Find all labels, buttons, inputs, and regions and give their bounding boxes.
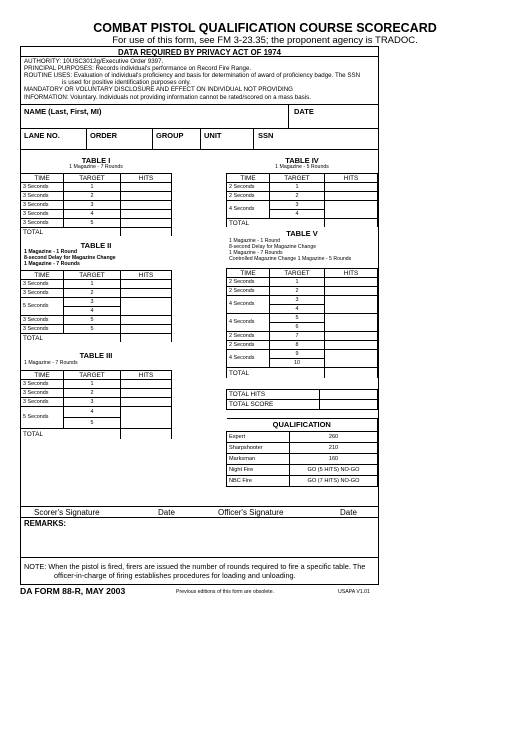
hits-cell[interactable] — [325, 201, 378, 219]
hits-cell[interactable] — [325, 287, 378, 296]
table3-grid — [20, 370, 172, 439]
form-subtitle: For use of this form, see FM 3-23.35; the proponent agency is TRADOC. — [112, 35, 418, 46]
privacy-purposes: PRINCIPAL PURPOSES: Records individual's performance on Record Fire Range. — [24, 65, 252, 72]
table5-grid — [226, 268, 378, 378]
qualification-label: Expert — [227, 432, 290, 443]
table-row — [21, 201, 172, 210]
hits-cell[interactable] — [121, 210, 172, 219]
hits-cell[interactable] — [325, 314, 378, 332]
total-label: TOTAL — [21, 429, 121, 440]
divider — [20, 557, 379, 558]
qualification-value[interactable]: GO (5 HITS) NO-GO — [290, 465, 378, 476]
target-cell: 7 — [270, 332, 325, 341]
privacy-heading: DATA REQUIRED BY PRIVACY ACT OF 1974 — [118, 48, 281, 57]
target-cell: 5 — [64, 325, 121, 334]
col-target: TARGET — [270, 174, 325, 183]
divider — [20, 56, 379, 57]
table-row — [21, 219, 172, 228]
col-target: TARGET — [64, 371, 121, 380]
col-target: TARGET — [64, 174, 121, 183]
table-total-row — [21, 429, 172, 440]
table5-subtitle-4: Controlled Magazine Change 1 Magazine - 5 Rounds — [229, 256, 352, 262]
total-label: TOTAL — [227, 219, 325, 228]
table1-title: TABLE I — [81, 156, 111, 165]
total-cell[interactable] — [325, 368, 378, 379]
target-cell: 10 — [270, 359, 325, 368]
qualification-row — [227, 465, 378, 476]
total-label: TOTAL — [227, 368, 325, 379]
time-cell: 3 Seconds — [21, 219, 64, 228]
order-field-label[interactable]: ORDER — [90, 131, 118, 140]
table-row — [227, 341, 378, 350]
table-row — [227, 350, 378, 359]
table3-subtitle: 1 Magazine - 7 Rounds — [24, 360, 78, 366]
total-cell[interactable] — [121, 228, 172, 237]
time-cell: 3 Seconds — [21, 280, 64, 289]
table-row — [21, 380, 172, 389]
total-hits-cell[interactable] — [320, 390, 378, 400]
target-cell: 4 — [64, 307, 121, 316]
qualification-label: Sharpshooter — [227, 443, 290, 454]
note-line-2: officer-in-charge of firing establishes procedures for loading and unloading. — [54, 571, 296, 580]
qualification-row — [227, 443, 378, 454]
target-cell: 2 — [270, 287, 325, 296]
qualification-label: NBC Fire — [227, 476, 290, 487]
divider — [20, 506, 379, 507]
divider — [253, 128, 254, 149]
date-field-label[interactable]: DATE — [294, 107, 314, 116]
target-cell: 3 — [64, 201, 121, 210]
hits-cell[interactable] — [121, 398, 172, 407]
table-row — [21, 398, 172, 407]
unit-field-label[interactable]: UNIT — [204, 131, 222, 140]
time-cell: 2 Seconds — [227, 332, 270, 341]
target-cell: 1 — [64, 183, 121, 192]
hits-cell[interactable] — [121, 380, 172, 389]
hits-cell[interactable] — [325, 296, 378, 314]
target-cell: 3 — [270, 296, 325, 305]
table-row — [227, 332, 378, 341]
time-cell: 4 Seconds — [227, 201, 270, 219]
table-row — [21, 289, 172, 298]
target-cell: 5 — [64, 418, 121, 429]
col-target: TARGET — [64, 271, 121, 280]
target-cell: 5 — [64, 316, 121, 325]
table1-subtitle: 1 Magazine - 7 Rounds — [69, 164, 123, 170]
hits-cell[interactable] — [121, 219, 172, 228]
time-cell: 3 Seconds — [21, 316, 64, 325]
officer-signature-label[interactable]: Officer's Signature — [218, 508, 284, 517]
time-cell: 3 Seconds — [21, 201, 64, 210]
table5-subtitle-3: 1 Magazine - 7 Rounds — [229, 250, 283, 256]
total-hits-label: TOTAL HITS — [227, 390, 320, 400]
time-cell: 2 Seconds — [227, 183, 270, 192]
table-row — [21, 298, 172, 307]
target-cell: 8 — [270, 341, 325, 350]
table4-title: TABLE IV — [285, 156, 319, 165]
time-cell: 3 Seconds — [21, 325, 64, 334]
version-label: USAPA V1.01 — [338, 589, 370, 595]
qualification-row — [227, 432, 378, 443]
time-cell: 2 Seconds — [227, 341, 270, 350]
table-row — [21, 325, 172, 334]
col-time: TIME — [21, 174, 64, 183]
col-hits: HITS — [121, 271, 172, 280]
table-total-row — [21, 228, 172, 237]
table-total-row — [21, 334, 172, 343]
target-cell: 2 — [64, 192, 121, 201]
previous-editions-note: Previous editions of this form are obsolete. — [176, 589, 275, 595]
time-cell: 3 Seconds — [21, 183, 64, 192]
hits-cell[interactable] — [325, 350, 378, 368]
scorer-date-label[interactable]: Date — [158, 508, 175, 517]
name-field-label[interactable]: NAME (Last, First, MI) — [24, 107, 102, 116]
hits-cell[interactable] — [121, 407, 172, 429]
form-title: COMBAT PISTOL QUALIFICATION COURSE SCORECARD — [93, 21, 437, 35]
qualification-label: Night Fire — [227, 465, 290, 476]
col-target: TARGET — [270, 269, 325, 278]
hits-cell[interactable] — [325, 192, 378, 201]
total-cell[interactable] — [325, 219, 378, 228]
table-row — [227, 278, 378, 287]
target-cell: 6 — [270, 323, 325, 332]
total-label: TOTAL — [21, 228, 121, 237]
privacy-routine-uses-cont: is used for positive identification purposes only. — [62, 79, 191, 86]
col-time: TIME — [227, 269, 270, 278]
target-cell: 2 — [270, 192, 325, 201]
divider — [20, 104, 379, 105]
privacy-authority: AUTHORITY: 10USC3012g/Executive Order 9397. — [24, 58, 164, 65]
table-row — [227, 201, 378, 210]
hits-cell[interactable] — [121, 289, 172, 298]
col-hits: HITS — [121, 371, 172, 380]
table-row — [227, 314, 378, 323]
hits-cell[interactable] — [121, 298, 172, 316]
col-hits: HITS — [325, 269, 378, 278]
table2-subtitle-2: 8-second Delay for Magazine Change — [24, 255, 116, 261]
table3-title: TABLE III — [79, 351, 113, 360]
total-score-cell[interactable] — [320, 400, 378, 410]
table4-subtitle: 1 Magazine - 5 Rounds — [275, 164, 329, 170]
time-cell: 2 Seconds — [227, 287, 270, 296]
divider — [288, 104, 289, 128]
table-row — [21, 210, 172, 219]
hits-cell[interactable] — [325, 341, 378, 350]
privacy-disclosure: MANDATORY OR VOLUNTARY DISCLOSURE AND EFFECT ON INDIVIDUAL NOT PROVIDING — [24, 86, 293, 93]
divider — [152, 128, 153, 149]
group-field-label[interactable]: GROUP — [156, 131, 184, 140]
time-cell: 3 Seconds — [21, 389, 64, 398]
qualification-grid — [226, 418, 378, 487]
target-cell: 5 — [270, 314, 325, 323]
hits-cell[interactable] — [121, 325, 172, 334]
scorer-signature-label[interactable]: Scorer's Signature — [34, 508, 100, 517]
time-cell: 3 Seconds — [21, 210, 64, 219]
col-time: TIME — [21, 371, 64, 380]
hits-cell[interactable] — [325, 278, 378, 287]
time-cell: 4 Seconds — [227, 296, 270, 314]
table1-grid — [20, 173, 172, 236]
ssn-field-label[interactable]: SSN — [258, 131, 274, 140]
target-cell: 4 — [270, 305, 325, 314]
table-row — [21, 192, 172, 201]
target-cell: 4 — [64, 407, 121, 418]
hits-cell[interactable] — [121, 192, 172, 201]
table-row — [21, 389, 172, 398]
hits-cell[interactable] — [325, 183, 378, 192]
hits-cell[interactable] — [121, 389, 172, 398]
divider — [86, 128, 87, 149]
target-cell: 3 — [270, 201, 325, 210]
qualification-row — [227, 476, 378, 487]
total-label: TOTAL — [21, 334, 121, 343]
table-row — [227, 287, 378, 296]
target-cell: 4 — [270, 210, 325, 219]
qualification-value: 210 — [290, 443, 378, 454]
lane-field-label[interactable]: LANE NO. — [24, 131, 60, 140]
privacy-information: INFORMATION: Voluntary. Individuals not providing information cannot be rated/scored on a mass basis. — [24, 94, 311, 101]
time-cell: 4 Seconds — [227, 350, 270, 368]
note-line-1: NOTE: When the pistol is fired, firers are issued the number of rounds required to fire a specific table. The — [24, 562, 366, 571]
divider — [20, 149, 379, 150]
table-row — [21, 183, 172, 192]
totals-grid — [226, 389, 378, 410]
hits-cell[interactable] — [325, 332, 378, 341]
time-cell: 3 Seconds — [21, 380, 64, 389]
table2-subtitle-1: 1 Magazine - 1 Round — [24, 249, 78, 255]
time-cell: 5 Seconds — [21, 407, 64, 429]
target-cell: 1 — [270, 183, 325, 192]
col-hits: HITS — [121, 174, 172, 183]
divider — [20, 517, 379, 518]
time-cell: 3 Seconds — [21, 289, 64, 298]
target-cell: 2 — [64, 389, 121, 398]
officer-date-label[interactable]: Date — [340, 508, 357, 517]
table5-subtitle-1: 1 Magazine - 1 Round — [229, 238, 281, 244]
table-row — [21, 280, 172, 289]
table-row — [227, 296, 378, 305]
table5-title: TABLE V — [286, 229, 318, 238]
time-cell: 5 Seconds — [21, 298, 64, 316]
table2-title: TABLE II — [80, 241, 112, 250]
time-cell: 2 Seconds — [227, 192, 270, 201]
table2-grid — [20, 270, 172, 342]
table2-subtitle-3: 1 Magazine - 7 Rounds — [24, 261, 80, 267]
target-cell: 1 — [270, 278, 325, 287]
col-time: TIME — [21, 271, 64, 280]
time-cell: 3 Seconds — [21, 192, 64, 201]
table-row — [21, 407, 172, 418]
qualification-value: 160 — [290, 454, 378, 465]
divider — [200, 128, 201, 149]
time-cell: 2 Seconds — [227, 278, 270, 287]
form-number: DA FORM 88-R, MAY 2003 — [20, 586, 126, 596]
target-cell: 3 — [64, 398, 121, 407]
target-cell: 5 — [64, 219, 121, 228]
table-total-row — [227, 368, 378, 379]
table4-grid — [226, 173, 378, 227]
qualification-row — [227, 454, 378, 465]
hits-cell[interactable] — [121, 183, 172, 192]
privacy-routine-uses: ROUTINE USES: Evaluation of individual's proficiency and basis for determination of award of proficiency badge. The SSN — [24, 72, 361, 79]
qualification-heading: QUALIFICATION — [227, 419, 378, 432]
target-cell: 3 — [64, 298, 121, 307]
qualification-value[interactable]: GO (7 HITS) NO-GO — [290, 476, 378, 487]
table-row — [21, 316, 172, 325]
qualification-label: Marksman — [227, 454, 290, 465]
table-row — [227, 183, 378, 192]
total-cell[interactable] — [121, 334, 172, 343]
target-cell: 1 — [64, 280, 121, 289]
col-hits: HITS — [325, 174, 378, 183]
total-score-label: TOTAL SCORE — [227, 400, 320, 410]
time-cell: 4 Seconds — [227, 314, 270, 332]
table-total-row — [227, 219, 378, 228]
hits-cell[interactable] — [121, 201, 172, 210]
target-cell: 9 — [270, 350, 325, 359]
hits-cell[interactable] — [121, 280, 172, 289]
time-cell: 3 Seconds — [21, 398, 64, 407]
table-row — [227, 192, 378, 201]
target-cell: 2 — [64, 289, 121, 298]
qualification-value: 260 — [290, 432, 378, 443]
target-cell: 4 — [64, 210, 121, 219]
col-time: TIME — [227, 174, 270, 183]
hits-cell[interactable] — [121, 316, 172, 325]
remarks-label[interactable]: REMARKS: — [24, 519, 67, 528]
total-cell[interactable] — [121, 429, 172, 440]
table5-subtitle-2: 8-second Delay for Magazine Change — [229, 244, 317, 250]
target-cell: 1 — [64, 380, 121, 389]
